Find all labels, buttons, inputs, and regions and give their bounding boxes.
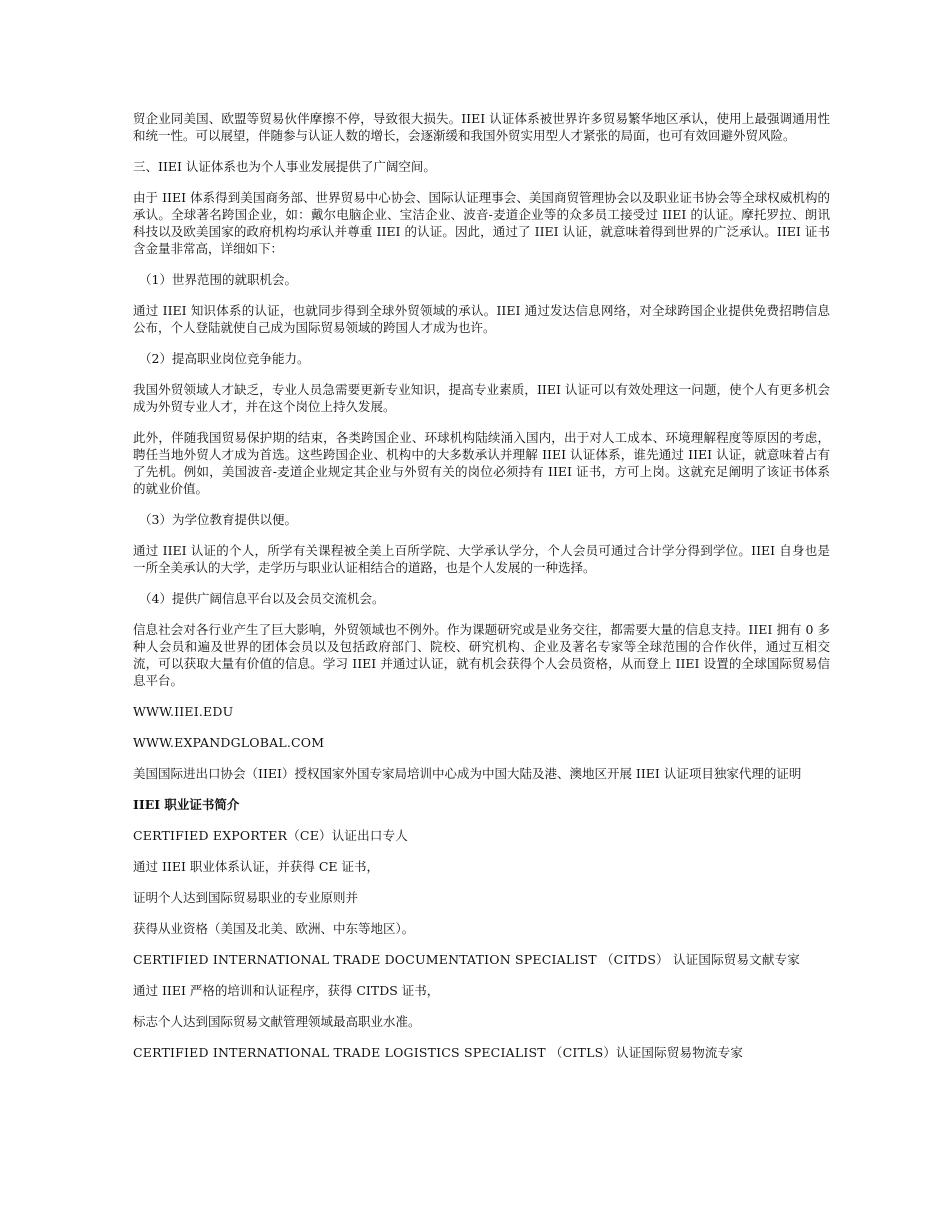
certificate-ce-title: CERTIFIED EXPORTER（CE）认证出口专人 bbox=[133, 828, 408, 843]
paragraph-intro-continuation: 贸企业同美国、欧盟等贸易伙伴摩擦不停，导致很大损失。IIEI 认证体系被世界许多贸易繁华地区承认，使用上最强调通用性和统一性。可以展望，伴随参与认证人数的增长，会逐渐缓和我国外贸实用型人才紧张的局面，也可有效回避外贸风险。 bbox=[133, 111, 830, 143]
certificate-citds-line-1: 通过 IIEI 严格的培训和认证程序，获得 CITDS 证书， bbox=[133, 983, 440, 998]
website-link-expandglobal: WWW.EXPANDGLOBAL.COM bbox=[133, 735, 325, 750]
section-heading-three: 三、IIEI 认证体系也为个人事业发展提供了广阔空间。 bbox=[133, 159, 436, 174]
paragraph-degree: 通过 IIEI 认证的个人，所学有关课程被全美上百所学院、大学承认学分，个人会员可通过合计学分得到学位。IIEI 自身也是一所全美承认的大学，走学历与职业认证相结合的道路，也是个人发展的一种选择。 bbox=[133, 543, 830, 575]
item-heading-1: （1）世界范围的就职机会。 bbox=[139, 272, 297, 287]
paragraph-information-platform: 信息社会对各行业产生了巨大影响，外贸领域也不例外。作为课题研究或是业务交往，都需要大量的信息支持。IIEI 拥有 0 多种人会员和遍及世界的团体会员以及包括政府部门、院校、研究机构、企业及著名专家等全球范围的合作伙伴，通过互相交流，可以获取大量有价值的信息。学习 IIEI 并通过认证，就有机会获得个人会员资格，从而登上 IIEI 设置的全球国际贸易信息平台。 bbox=[133, 622, 830, 688]
paragraph-global-jobs: 通过 IIEI 知识体系的认证，也就同步得到全球外贸领域的承认。IIEI 通过发达信息网络，对全球跨国企业提供免费招聘信息公布，个人登陆就使自己成为国际贸易领域的跨国人才成为也许。 bbox=[133, 303, 830, 335]
item-heading-2: （2）提高职业岗位竞争能力。 bbox=[139, 351, 310, 366]
certificate-ce-line-2: 证明个人达到国际贸易职业的专业原则并 bbox=[133, 890, 359, 905]
paragraph-authorization: 美国国际进出口协会（IIEI）授权国家外国专家局培训中心成为中国大陆及港、澳地区开展 IIEI 认证项目独家代理的证明 bbox=[133, 766, 802, 781]
certificate-intro-heading: IIEI 职业证书简介 bbox=[133, 797, 240, 812]
item-heading-4: （4）提供广阔信息平台以及会员交流机会。 bbox=[139, 591, 385, 606]
certificate-ce-line-1: 通过 IIEI 职业体系认证，并获得 CE 证书， bbox=[133, 859, 380, 874]
certificate-ce-line-3: 获得从业资格（美国及北美、欧洲、中东等地区）。 bbox=[133, 921, 415, 936]
paragraph-competitiveness: 我国外贸领域人才缺乏，专业人员急需要更新专业知识，提高专业素质，IIEI 认证可以有效处理这一问题，使个人有更多机会成为外贸专业人才，并在这个岗位上持久发展。 bbox=[133, 382, 830, 414]
item-heading-3: （3）为学位教育提供以便。 bbox=[139, 512, 297, 527]
website-link-iiei: WWW.IIEI.EDU bbox=[133, 704, 234, 719]
paragraph-recognition: 由于 IIEI 体系得到美国商务部、世界贸易中心协会、国际认证理事会、美国商贸管理协会以及职业证书协会等全球权威机构的承认。全球著名跨国企业，如：戴尔电脑企业、宝洁企业、波音-麦道企业等的众多员工接受过 IIEI 的认证。摩托罗拉、朗讯科技以及欧美国家的政府机构均承认并尊重 IIEI 的认证。因此，通过了 IIEI 认证，就意味着得到世界的广泛承认。IIEI 证书含金量非常高，详细如下： bbox=[133, 190, 830, 256]
certificate-citds-line-2: 标志个人达到国际贸易文献管理领域最高职业水准。 bbox=[133, 1014, 421, 1029]
certificate-citls-title: CERTIFIED INTERNATIONAL TRADE LOGISTICS SPECIALIST （CITLS）认证国际贸易物流专家 bbox=[133, 1045, 744, 1060]
certificate-citds-title: CERTIFIED INTERNATIONAL TRADE DOCUMENTATION SPECIALIST （CITDS） 认证国际贸易文献专家 bbox=[133, 952, 800, 967]
paragraph-multinational: 此外，伴随我国贸易保护期的结束，各类跨国企业、环球机构陆续涌入国内，出于对人工成本、环境理解程度等原因的考虑，聘任当地外贸人才成为首选。这些跨国企业、机构中的大多数承认并理解 IIEI 认证体系，谁先通过 IIEI 认证，就意味着占有了先机。例如，美国波音-麦道企业规定其企业与外贸有关的岗位必须持有 IIEI 证书，方可上岗。这就充足阐明了该证书体系的就业价值。 bbox=[133, 430, 830, 496]
